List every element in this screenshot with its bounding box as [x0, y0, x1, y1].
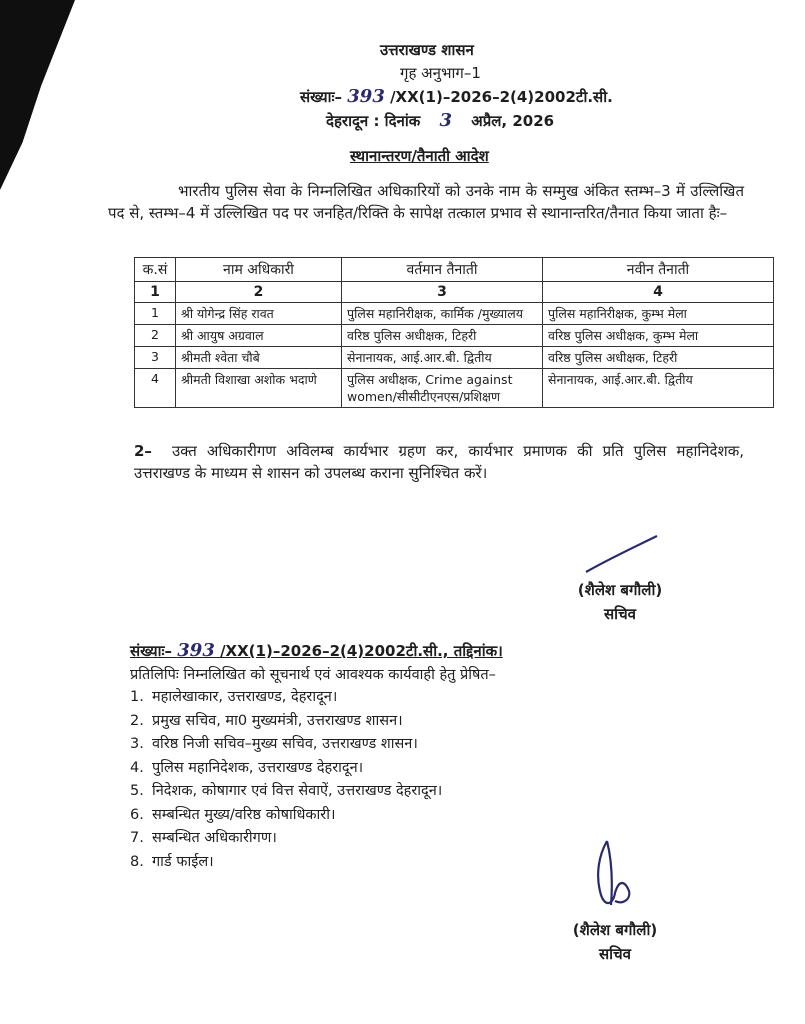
row-new-post: सेनानायक, आई.आर.बी. द्वितीय	[543, 369, 774, 408]
row-sn: 2	[135, 325, 176, 347]
signatory-2	[555, 918, 675, 966]
signature-stroke-2	[585, 835, 645, 915]
list-item: 8. गार्ड फाईल।	[130, 853, 214, 870]
list-item: 5. निदेशक, कोषागार एवं वित्त सेवाऐं, उत्तराखण्ड देहरादून।	[130, 783, 443, 799]
intro-paragraph: भारतीय पुलिस सेवा के निम्नलिखित अधिकारियों को उनके नाम के सम्मुख अंकित स्तम्भ–3 में उल्लिखित पद से, स्तम्भ–4 में उल्लिखित पद पर जनहित/रिक्ति के सापेक्ष तत्काल प्रभाव से स्थानान्तरित/तैनात किया जाता हैः–	[108, 182, 744, 222]
copy-intro: प्रतिलिपिः निम्नलिखित को सूचनार्थ एवं आवश्यक कार्यवाही हेतु प्रेषित–	[130, 667, 496, 683]
list-item: 2. प्रमुख सचिव, मा0 मुख्यमंत्री, उत्तराखण्ड शासन।	[130, 712, 403, 729]
number-handwritten: 393	[347, 86, 385, 107]
row-current-post: वरिष्ठ पुलिस अधीक्षक, टिहरी	[342, 325, 543, 347]
order-date	[326, 110, 554, 131]
table-row	[135, 325, 774, 347]
order-number	[300, 86, 613, 107]
col-header-sn: क.सं	[135, 258, 176, 282]
signature-stroke-1	[582, 530, 662, 580]
list-item: 7. सम्बन्धित अधिकारीगण।	[130, 830, 277, 846]
paragraph-2-text: उक्त अधिकारीगण अविलम्ब कार्यभार ग्रहण कर, कार्यभार प्रमाणक की प्रति पुलिस महानिदेशक, उत्तराखण्ड के माध्यम से शासन को उपलब्ध कराना सुनिश्चित करें।	[134, 442, 744, 482]
row-officer-name: श्री योगेन्द्र सिंह रावत	[176, 303, 342, 325]
signatory-1	[560, 578, 680, 626]
paragraph-2-number: 2–	[134, 442, 152, 460]
section-name: गृह अनुभाग–1	[400, 64, 481, 82]
row-new-post: पुलिस महानिरीक्षक, कुम्भ मेला	[543, 303, 774, 325]
row-officer-name: श्रीमती विशाखा अशोक भदाणे	[176, 369, 342, 408]
copy-number-handwritten: 393	[177, 640, 215, 661]
row-sn: 4	[135, 369, 176, 408]
col-header-name: नाम अधिकारी	[176, 258, 342, 282]
table-row	[135, 347, 774, 369]
table-row	[135, 369, 774, 408]
row-sn: 1	[135, 303, 176, 325]
table-header-row	[135, 258, 774, 282]
transfer-table	[134, 257, 774, 408]
order-title: स्थानान्तरण/तैनाती आदेश	[350, 147, 489, 165]
signatory-2-designation: सचिव	[599, 945, 631, 963]
signatory-1-designation: सचिव	[604, 605, 636, 623]
col-number: 3	[342, 282, 543, 303]
table-row	[135, 303, 774, 325]
number-ref: /XX(1)–2026–2(4)2002टी.सी.	[390, 88, 613, 106]
col-number: 1	[135, 282, 176, 303]
row-current-post: सेनानायक, आई.आर.बी. द्वितीय	[342, 347, 543, 369]
copy-recipient-list	[130, 686, 442, 874]
signatory-1-name: (शैलेश बगौली)	[577, 581, 663, 599]
row-new-post: वरिष्ठ पुलिस अधीक्षक, टिहरी	[543, 347, 774, 369]
paragraph-2	[134, 440, 744, 484]
row-current-post: पुलिस महानिरीक्षक, कार्मिक /मुख्यालय	[342, 303, 543, 325]
col-number: 4	[543, 282, 774, 303]
col-header-new: नवीन तैनाती	[543, 258, 774, 282]
col-header-current: वर्तमान तैनाती	[342, 258, 543, 282]
column-number-row	[135, 282, 774, 303]
date-rest: अप्रैल, 2026	[471, 112, 555, 130]
govt-name: उत्तराखण्ड शासन	[380, 41, 474, 59]
copy-number	[130, 640, 503, 661]
list-item: 4. पुलिस महानिदेशक, उत्तराखण्ड देहरादून।	[130, 759, 364, 776]
list-item: 1. महालेखाकार, उत्तराखण्ड, देहरादून।	[130, 689, 338, 705]
number-label: संख्याः–	[300, 88, 343, 106]
row-officer-name: श्री आयुष अग्रवाल	[176, 325, 342, 347]
date-label: देहरादून : दिनांक	[326, 112, 421, 130]
date-handwritten: 3	[439, 110, 453, 131]
signatory-2-name: (शैलेश बगौली)	[572, 921, 658, 939]
row-new-post: वरिष्ठ पुलिस अधीक्षक, कुम्भ मेला	[543, 325, 774, 347]
list-item: 6. सम्बन्धित मुख्य/वरिष्ठ कोषाधिकारी।	[130, 806, 336, 823]
list-item: 3. वरिष्ठ निजी सचिव–मुख्य सचिव, उत्तराखण्ड शासन।	[130, 736, 418, 752]
row-sn: 3	[135, 347, 176, 369]
row-officer-name: श्रीमती श्वेता चौबे	[176, 347, 342, 369]
scan-dark-corner	[0, 0, 75, 190]
copy-number-label: संख्याः–	[130, 642, 173, 660]
copy-number-ref: /XX(1)–2026–2(4)2002टी.सी., तद्दिनांक।	[220, 642, 503, 660]
col-number: 2	[176, 282, 342, 303]
row-current-post: पुलिस अधीक्षक, Crime against women/सीसीटीएनएस/प्रशिक्षण	[342, 369, 543, 408]
